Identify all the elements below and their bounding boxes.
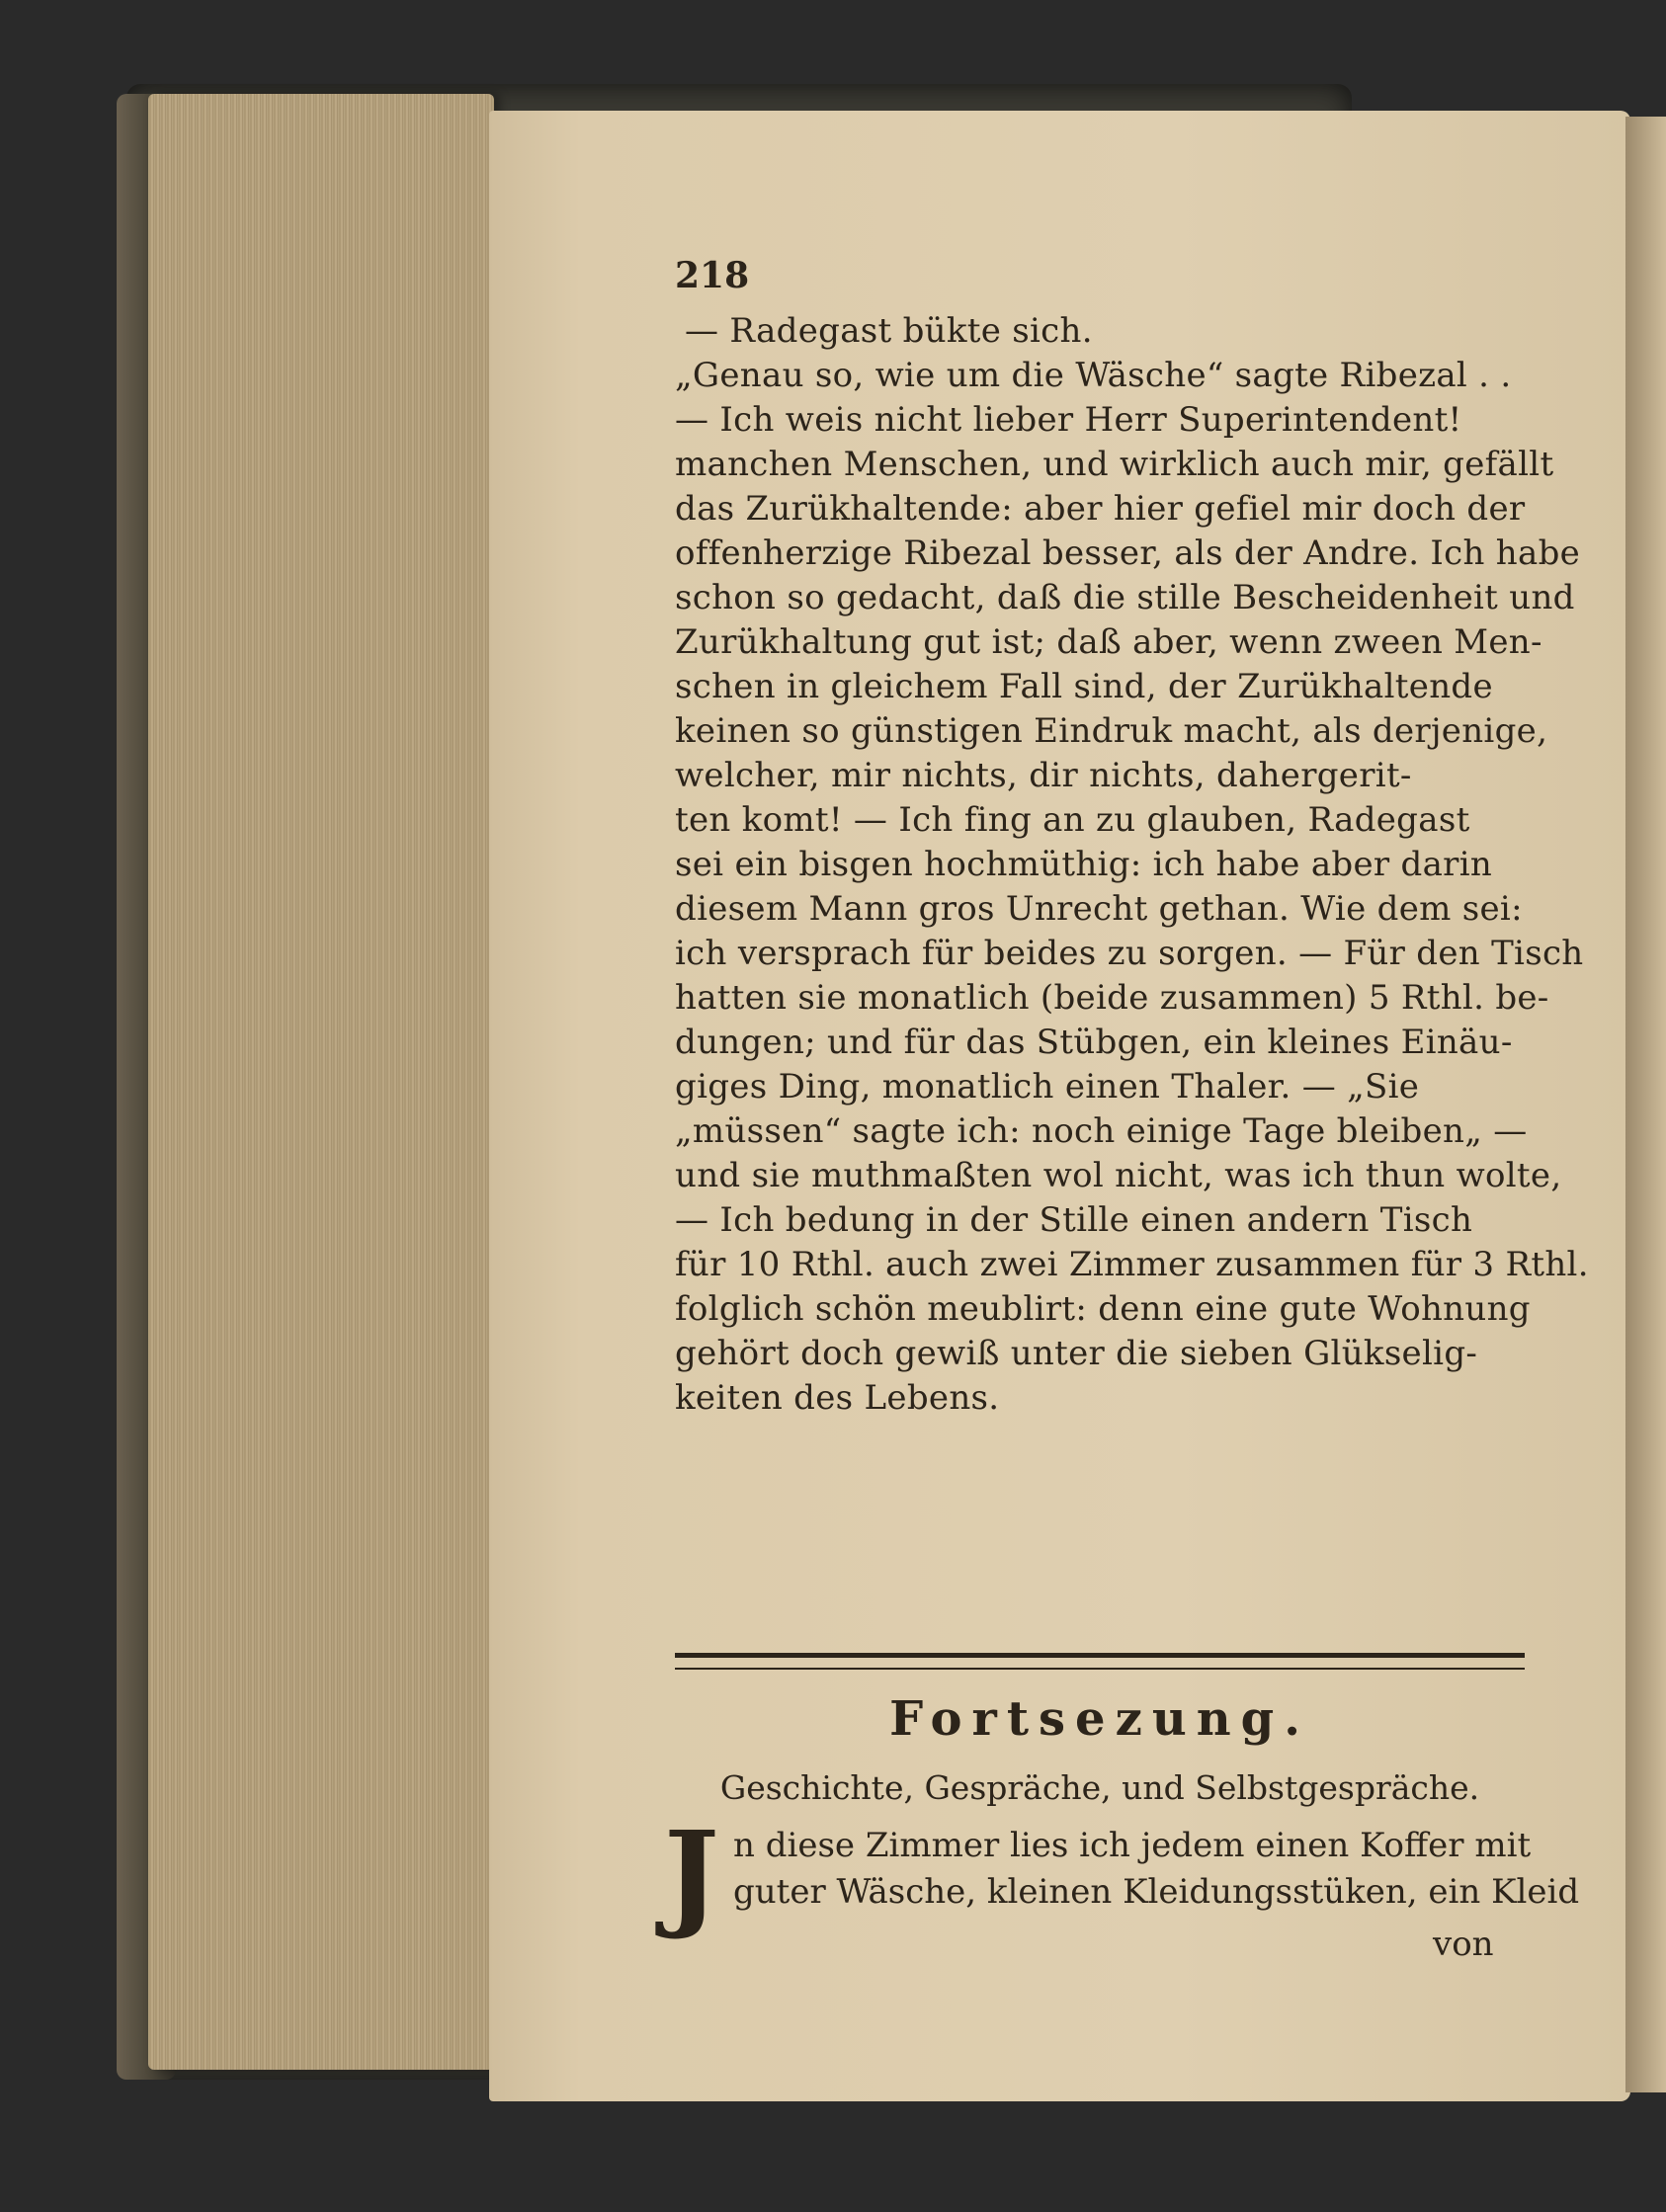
- page-edges: [148, 94, 494, 2070]
- text-line: „müssen“ sagte ich: noch einige Tage bleiben„ —: [675, 1111, 1528, 1151]
- text-line: schon so gedacht, daß die stille Bescheidenheit und: [675, 578, 1575, 617]
- text-line: — Ich weis nicht lieber Herr Superintendent!: [675, 400, 1462, 440]
- page-number: 218: [675, 255, 750, 296]
- text-line: welcher, mir nichts, dir nichts, dahergerit-: [675, 756, 1412, 795]
- text-line: und sie muthmaßten wol nicht, was ich thun wolte,: [675, 1156, 1562, 1195]
- text-line: n diese Zimmer lies ich jedem einen Koffer mit: [733, 1826, 1532, 1865]
- text-line: ich versprach für beides zu sorgen. — Für den Tisch: [675, 934, 1584, 973]
- text-line: guter Wäsche, kleinen Kleidungsstüken, ein Kleid: [733, 1872, 1580, 1912]
- text-line: gehört doch gewiß unter die sieben Glükselig-: [675, 1334, 1478, 1373]
- section-rule: [675, 1653, 1525, 1670]
- text-line: dungen; und für das Stübgen, ein kleines Einäu-: [675, 1023, 1513, 1062]
- text-line: sei ein bisgen hochmüthig: ich habe aber darin: [675, 845, 1493, 884]
- text-line: ten komt! — Ich fing an zu glauben, Radegast: [675, 800, 1470, 840]
- text-line: hatten sie monatlich (beide zusammen) 5 Rthl. be-: [675, 978, 1549, 1018]
- text-line: keinen so günstigen Eindruk macht, als derjenige,: [675, 711, 1548, 751]
- catchword: von: [1433, 1925, 1494, 1964]
- text-line: offenherzige Ribezal besser, als der Andre. Ich habe: [675, 533, 1581, 573]
- text-line: das Zurükhaltende: aber hier gefiel mir doch der: [675, 489, 1526, 529]
- text-line: für 10 Rthl. auch zwei Zimmer zusammen für 3 Rthl.: [675, 1245, 1589, 1284]
- section-subheading: Geschichte, Gespräche, und Selbstgespräche.: [719, 1768, 1480, 1807]
- text-line: „Genau so, wie um die Wäsche“ sagte Ribezal . .: [675, 356, 1512, 395]
- text-line: Zurükhaltung gut ist; daß aber, wenn zween Men-: [675, 622, 1542, 662]
- text-line: giges Ding, monatlich einen Thaler. — „Sie: [675, 1067, 1420, 1106]
- drop-cap: J: [664, 1805, 719, 1942]
- text-line: manchen Menschen, und wirklich auch mir, gefällt: [675, 445, 1554, 484]
- text-line: — Radegast bükte sich.: [685, 311, 1093, 351]
- section-heading: Fortsezung.: [889, 1691, 1310, 1747]
- text-line: keiten des Lebens.: [675, 1378, 1000, 1418]
- text-line: schen in gleichem Fall sind, der Zurükhaltende: [675, 667, 1493, 706]
- text-line: — Ich bedung in der Stille einen andern Tisch: [675, 1200, 1473, 1240]
- facing-page-edge: [1625, 117, 1666, 2092]
- text-line: folglich schön meublirt: denn eine gute Wohnung: [675, 1289, 1531, 1329]
- text-line: diesem Mann gros Unrecht gethan. Wie dem sei:: [675, 889, 1523, 929]
